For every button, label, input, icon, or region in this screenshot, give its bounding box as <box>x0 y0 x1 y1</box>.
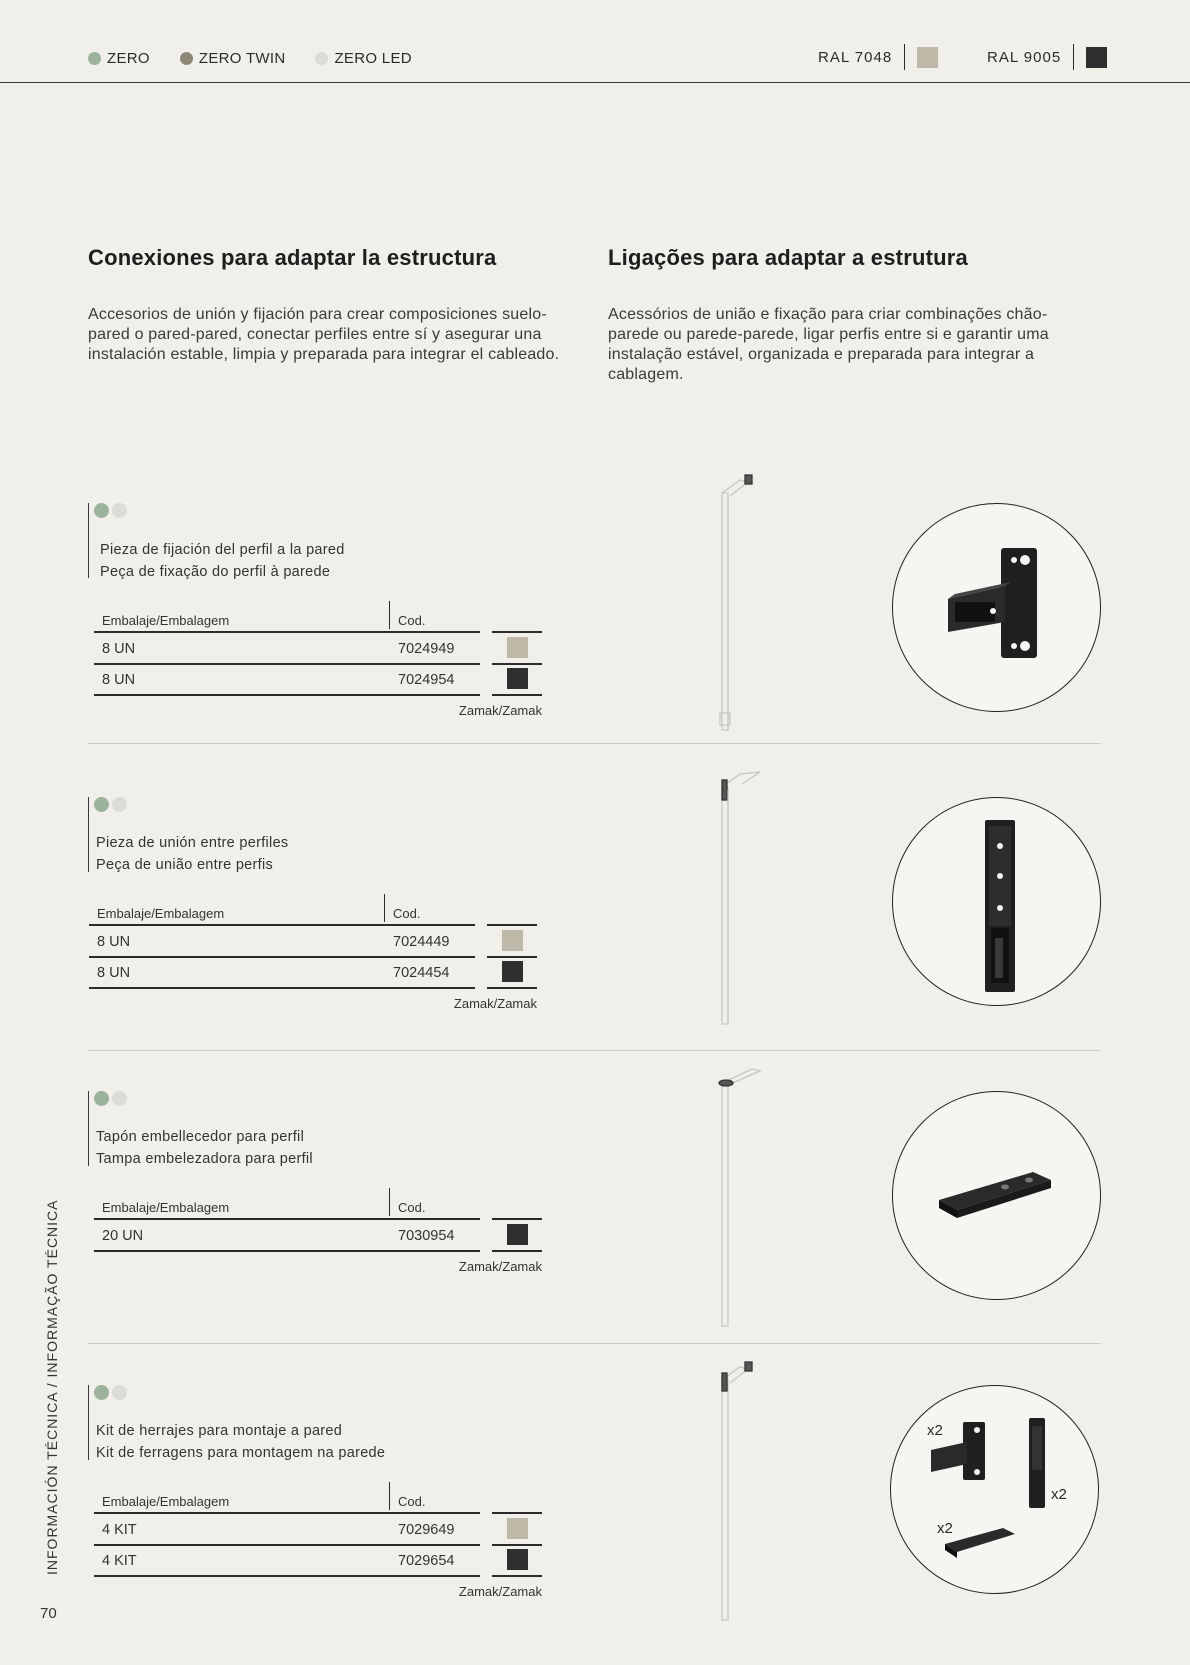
cell-pack: 4 KIT <box>102 1553 137 1569</box>
row-rule <box>94 1575 480 1577</box>
header-code: Cod. <box>398 1200 426 1215</box>
cell-code: 7030954 <box>398 1228 455 1244</box>
product-image <box>890 1385 1099 1594</box>
color-swatch <box>502 961 523 982</box>
product-line-legend <box>88 50 442 67</box>
profile-diagram <box>712 1061 762 1329</box>
header-packaging: Embalaje/Embalagem <box>97 906 225 921</box>
legend-label: ZERO LED <box>334 50 412 67</box>
title-es: Conexiones para adaptar la estructura <box>88 245 497 270</box>
header-packaging: Embalaje/Embalagem <box>102 613 230 628</box>
table-row <box>94 1220 542 1250</box>
accent-bar <box>88 1385 89 1460</box>
compatibility-dots <box>94 1091 130 1106</box>
ral-swatch <box>1086 47 1107 68</box>
product-name-pt: Peça de união entre perfis <box>96 857 274 873</box>
cell-code: 7024949 <box>398 641 455 657</box>
ral-9005 <box>987 44 1107 70</box>
kit-illustration <box>891 1386 1098 1593</box>
color-swatch <box>507 668 528 689</box>
table-row <box>94 1545 542 1575</box>
zero-dot <box>94 503 109 518</box>
material-label: Zamak/Zamak <box>458 1259 542 1274</box>
table-row <box>94 664 542 694</box>
table-row <box>94 1514 542 1544</box>
cell-code: 7029649 <box>398 1522 455 1538</box>
row-rule <box>492 694 542 696</box>
section-divider <box>88 1343 1101 1344</box>
row-rule <box>492 1575 542 1577</box>
product-name-pt: Peça de fixação do perfil à parede <box>100 564 331 580</box>
row-rule <box>487 987 537 989</box>
cell-code: 7024454 <box>393 965 450 981</box>
ral-7048 <box>818 44 938 70</box>
zero-dot <box>94 1385 109 1400</box>
cell-code: 7029654 <box>398 1553 455 1569</box>
section-divider <box>88 743 1101 744</box>
table-header <box>94 1482 542 1512</box>
accent-bar <box>88 503 89 578</box>
color-swatch <box>507 637 528 658</box>
accent-bar <box>88 1091 89 1166</box>
accent-bar <box>88 797 89 872</box>
wall-fixing-piece-illustration <box>893 504 1100 711</box>
cell-pack: 8 UN <box>97 965 131 981</box>
material-label: Zamak/Zamak <box>458 1584 542 1599</box>
page-number: 70 <box>40 1605 57 1622</box>
compatibility-dots <box>94 1385 130 1400</box>
header-separator <box>389 1188 390 1216</box>
profile-diagram <box>712 1355 762 1623</box>
kit-quantity-label: x2 <box>927 1422 943 1439</box>
table-header <box>89 894 537 924</box>
ral-label: RAL 7048 <box>818 48 893 66</box>
row-rule <box>94 694 480 696</box>
table-row <box>94 633 542 663</box>
header-code: Cod. <box>393 906 421 921</box>
product-name-pt: Tampa embelezadora para perfil <box>96 1151 313 1167</box>
header-separator <box>389 1482 390 1510</box>
zero-led-dot <box>112 1091 127 1106</box>
zero-dot <box>94 1091 109 1106</box>
kit-quantity-label: x2 <box>1051 1486 1067 1503</box>
intro-text-es: Accesorios de unión y fijación para crear composiciones suelo-pared o pared-pared, conectar perfiles entre sí y asegurar una instalación estable, limpia y preparada para integrar el cableado. <box>88 306 560 363</box>
legend-zero <box>88 50 150 67</box>
cell-pack: 20 UN <box>102 1228 144 1244</box>
ral-swatch <box>917 47 938 68</box>
legend-dot <box>315 52 328 65</box>
zero-dot <box>94 797 109 812</box>
row-rule <box>89 987 475 989</box>
header-code: Cod. <box>398 1494 426 1509</box>
product-name-es: Pieza de fijación del perfil a la pared <box>100 542 345 558</box>
product-name-es: Tapón embellecedor para perfil <box>96 1129 305 1145</box>
zero-led-dot <box>112 503 127 518</box>
header-separator <box>384 894 385 922</box>
kit-quantity-label: x2 <box>937 1520 953 1537</box>
ral-separator <box>904 44 905 70</box>
product-image <box>892 503 1101 712</box>
intro-text-pt: Acessórios de união e fixação para criar combinações chão-parede ou parede-parede, ligar perfis entre si e garantir uma instalação estável, organizada e preparada para integrar a cablagem. <box>608 306 1049 383</box>
cell-pack: 4 KIT <box>102 1522 137 1538</box>
color-swatch <box>507 1224 528 1245</box>
row-rule <box>492 1250 542 1252</box>
legend-label: ZERO TWIN <box>198 50 286 67</box>
product-name-pt: Kit de ferragens para montagem na parede <box>96 1445 386 1461</box>
legend-label: ZERO <box>107 50 150 67</box>
compatibility-dots <box>94 797 130 812</box>
profile-diagram <box>712 468 762 733</box>
row-rule <box>94 1250 480 1252</box>
legend-zero-twin <box>180 50 286 67</box>
color-swatch <box>502 930 523 951</box>
legend-dot <box>180 52 193 65</box>
cell-code: 7024954 <box>398 672 455 688</box>
zero-led-dot <box>112 1385 127 1400</box>
cell-code: 7024449 <box>393 934 450 950</box>
material-label: Zamak/Zamak <box>453 996 537 1011</box>
legend-dot <box>88 52 101 65</box>
ral-label: RAL 9005 <box>987 48 1062 66</box>
section-side-label: INFORMACIÓN TÉCNICA / INFORMAÇÃO TÉCNICA <box>44 1199 60 1575</box>
header-divider <box>0 82 1190 83</box>
cover-cap-illustration <box>893 1092 1100 1299</box>
table-row <box>89 957 537 987</box>
color-swatch <box>507 1549 528 1570</box>
header-code: Cod. <box>398 613 426 628</box>
compatibility-dots <box>94 503 130 518</box>
header-packaging: Embalaje/Embalagem <box>102 1200 230 1215</box>
product-image <box>892 1091 1101 1300</box>
table-header <box>94 1188 542 1218</box>
table-header <box>94 601 542 631</box>
section-divider <box>88 1050 1101 1051</box>
cell-pack: 8 UN <box>102 672 136 688</box>
table-row <box>89 926 537 956</box>
material-label: Zamak/Zamak <box>458 703 542 718</box>
product-image <box>892 797 1101 1006</box>
title-pt: Ligações para adaptar a estrutura <box>608 245 968 270</box>
header-packaging: Embalaje/Embalagem <box>102 1494 230 1509</box>
product-name-es: Pieza de unión entre perfiles <box>96 835 289 851</box>
legend-zero-led <box>315 50 411 67</box>
cell-pack: 8 UN <box>102 641 136 657</box>
header-separator <box>389 601 390 629</box>
cell-pack: 8 UN <box>97 934 131 950</box>
ral-separator <box>1073 44 1074 70</box>
product-name-es: Kit de herrajes para montaje a pared <box>96 1423 343 1439</box>
color-swatch <box>507 1518 528 1539</box>
profile-diagram <box>712 762 762 1027</box>
zero-led-dot <box>112 797 127 812</box>
profile-joint-illustration <box>893 798 1100 1005</box>
